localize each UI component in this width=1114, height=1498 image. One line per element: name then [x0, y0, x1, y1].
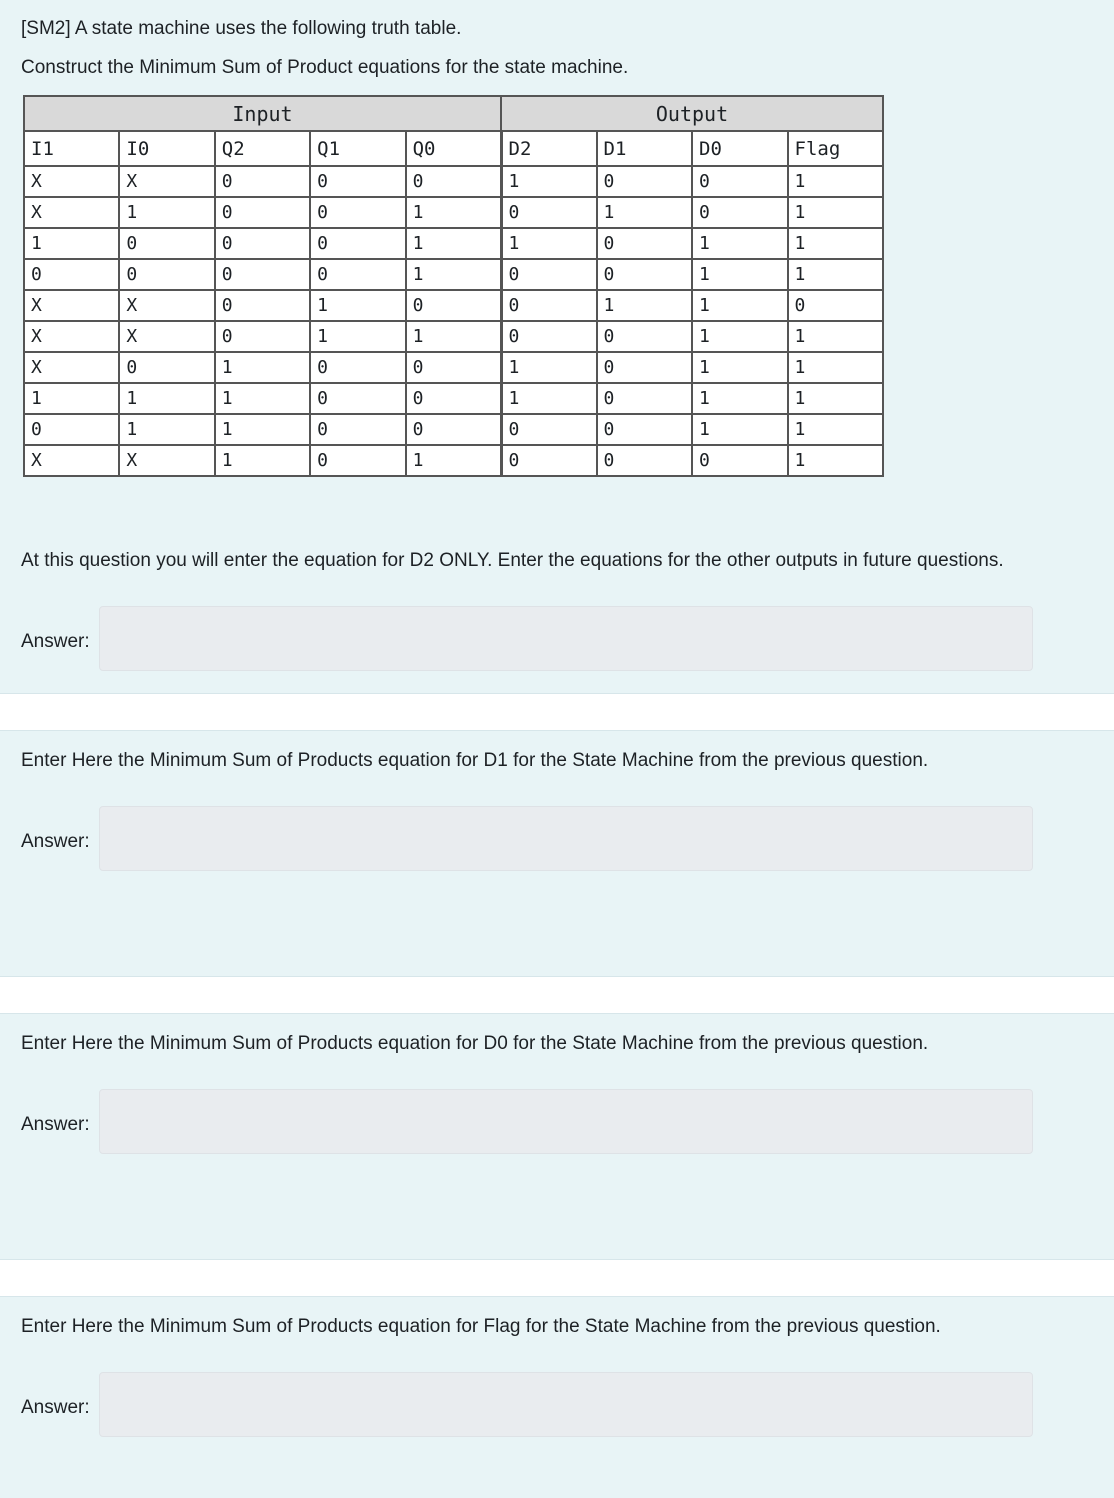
table-cell: 1: [788, 259, 884, 290]
table-cell: 1: [788, 414, 884, 445]
table-cell: 1: [215, 383, 310, 414]
table-row: [24, 383, 883, 414]
table-cell: 0: [24, 414, 119, 445]
table-cell: 0: [119, 352, 214, 383]
table-cell: 1: [501, 383, 597, 414]
answer-input-d2[interactable]: [99, 606, 1033, 671]
table-cell: 1: [310, 321, 405, 352]
group-output-header: Output: [501, 96, 883, 131]
table-cell: 0: [501, 414, 597, 445]
column-header-row: [24, 131, 883, 166]
table-cell: 0: [692, 197, 788, 228]
table-cell: 0: [215, 228, 310, 259]
table-cell: 0: [215, 259, 310, 290]
table-row: [24, 445, 883, 476]
column-header: Q0: [406, 131, 501, 166]
table-cell: 1: [788, 321, 884, 352]
table-cell: 1: [119, 383, 214, 414]
question-instruction: Construct the Minimum Sum of Product equations for the state machine.: [21, 57, 629, 78]
table-cell: X: [24, 290, 119, 321]
table-cell: 0: [406, 166, 501, 197]
table-cell: 0: [310, 383, 405, 414]
column-header: D0: [692, 131, 788, 166]
question-d1: [0, 731, 1114, 976]
answer-input-flag[interactable]: [99, 1372, 1033, 1437]
table-cell: 0: [310, 166, 405, 197]
table-cell: 0: [597, 166, 693, 197]
table-row: [24, 352, 883, 383]
table-cell: X: [24, 321, 119, 352]
truth-table: [23, 95, 884, 477]
table-cell: 0: [215, 197, 310, 228]
column-header: D2: [501, 131, 597, 166]
table-cell: 0: [215, 321, 310, 352]
question-prompt: Enter Here the Minimum Sum of Products equation for D1 for the State Machine from the previous question.: [21, 750, 929, 771]
table-cell: 0: [310, 197, 405, 228]
question-separator: [0, 976, 1114, 1014]
table-cell: 1: [788, 383, 884, 414]
answer-label: Answer:: [21, 631, 90, 652]
table-cell: 0: [310, 414, 405, 445]
table-row: [24, 228, 883, 259]
table-cell: 1: [788, 228, 884, 259]
table-cell: 1: [501, 166, 597, 197]
table-cell: 1: [692, 383, 788, 414]
answer-label: Answer:: [21, 1397, 90, 1418]
table-cell: 1: [215, 414, 310, 445]
table-cell: 0: [501, 290, 597, 321]
table-cell: 0: [501, 197, 597, 228]
table-cell: 1: [406, 445, 501, 476]
question-prompt: Enter Here the Minimum Sum of Products equation for D0 for the State Machine from the previous question.: [21, 1033, 929, 1054]
table-cell: 0: [501, 259, 597, 290]
table-cell: 1: [692, 352, 788, 383]
table-row: [24, 321, 883, 352]
table-cell: 0: [597, 228, 693, 259]
table-cell: 0: [597, 383, 693, 414]
table-cell: 1: [788, 197, 884, 228]
table-cell: 0: [310, 259, 405, 290]
column-header: I0: [119, 131, 214, 166]
table-cell: 1: [597, 290, 693, 321]
table-cell: 1: [788, 166, 884, 197]
table-cell: 1: [406, 321, 501, 352]
table-cell: 0: [597, 321, 693, 352]
table-cell: X: [24, 445, 119, 476]
table-cell: 0: [501, 445, 597, 476]
table-cell: 1: [501, 228, 597, 259]
table-cell: 1: [406, 259, 501, 290]
table-cell: 0: [215, 166, 310, 197]
table-cell: 0: [24, 259, 119, 290]
column-header: Q1: [310, 131, 405, 166]
table-cell: 1: [24, 228, 119, 259]
table-cell: X: [24, 352, 119, 383]
table-cell: 0: [788, 290, 884, 321]
table-cell: 1: [215, 445, 310, 476]
table-cell: 0: [501, 321, 597, 352]
table-row: [24, 259, 883, 290]
answer-label: Answer:: [21, 831, 90, 852]
table-cell: 1: [788, 445, 884, 476]
table-cell: X: [119, 166, 214, 197]
table-cell: 0: [406, 352, 501, 383]
group-input-header: Input: [24, 96, 501, 131]
table-cell: 1: [119, 197, 214, 228]
truth-table-body: [24, 166, 883, 476]
table-cell: 0: [310, 228, 405, 259]
table-cell: 0: [597, 352, 693, 383]
question-prompt: Enter Here the Minimum Sum of Products equation for Flag for the State Machine from the previous question.: [21, 1316, 941, 1337]
table-cell: X: [24, 197, 119, 228]
table-cell: 0: [310, 445, 405, 476]
question-separator: [0, 693, 1114, 731]
answer-label: Answer:: [21, 1114, 90, 1135]
table-cell: 1: [501, 352, 597, 383]
table-cell: 1: [597, 197, 693, 228]
table-cell: 1: [310, 290, 405, 321]
table-cell: 0: [406, 383, 501, 414]
question-sm2: [0, 0, 1114, 693]
question-flag: [0, 1297, 1114, 1498]
table-cell: 0: [406, 414, 501, 445]
column-header: I1: [24, 131, 119, 166]
answer-input-d0[interactable]: [99, 1089, 1033, 1154]
table-row: [24, 197, 883, 228]
table-row: [24, 166, 883, 197]
table-cell: 1: [788, 352, 884, 383]
table-cell: 0: [597, 414, 693, 445]
table-cell: 0: [692, 166, 788, 197]
table-cell: 1: [406, 197, 501, 228]
table-cell: 0: [310, 352, 405, 383]
table-cell: 0: [406, 290, 501, 321]
table-cell: 1: [215, 352, 310, 383]
table-cell: X: [119, 321, 214, 352]
table-cell: X: [119, 290, 214, 321]
table-cell: 0: [119, 259, 214, 290]
table-cell: 0: [215, 290, 310, 321]
table-cell: 1: [692, 259, 788, 290]
table-cell: 1: [692, 321, 788, 352]
table-cell: 0: [597, 259, 693, 290]
table-cell: 1: [692, 228, 788, 259]
column-header: D1: [597, 131, 693, 166]
question-separator: [0, 1259, 1114, 1297]
column-header: Q2: [215, 131, 310, 166]
question-note: At this question you will enter the equation for D2 ONLY. Enter the equations for the other outputs in future questions.: [21, 550, 1004, 571]
table-cell: X: [24, 166, 119, 197]
question-title: [SM2] A state machine uses the following truth table.: [21, 18, 462, 39]
table-row: [24, 414, 883, 445]
table-cell: X: [119, 445, 214, 476]
table-cell: 0: [597, 445, 693, 476]
table-cell: 1: [119, 414, 214, 445]
table-cell: 1: [24, 383, 119, 414]
question-d0: [0, 1014, 1114, 1259]
column-header: Flag: [788, 131, 884, 166]
table-cell: 1: [692, 290, 788, 321]
table-cell: 0: [692, 445, 788, 476]
table-cell: 1: [692, 414, 788, 445]
table-cell: 0: [119, 228, 214, 259]
answer-input-d1[interactable]: [99, 806, 1033, 871]
table-cell: 1: [406, 228, 501, 259]
table-row: [24, 290, 883, 321]
